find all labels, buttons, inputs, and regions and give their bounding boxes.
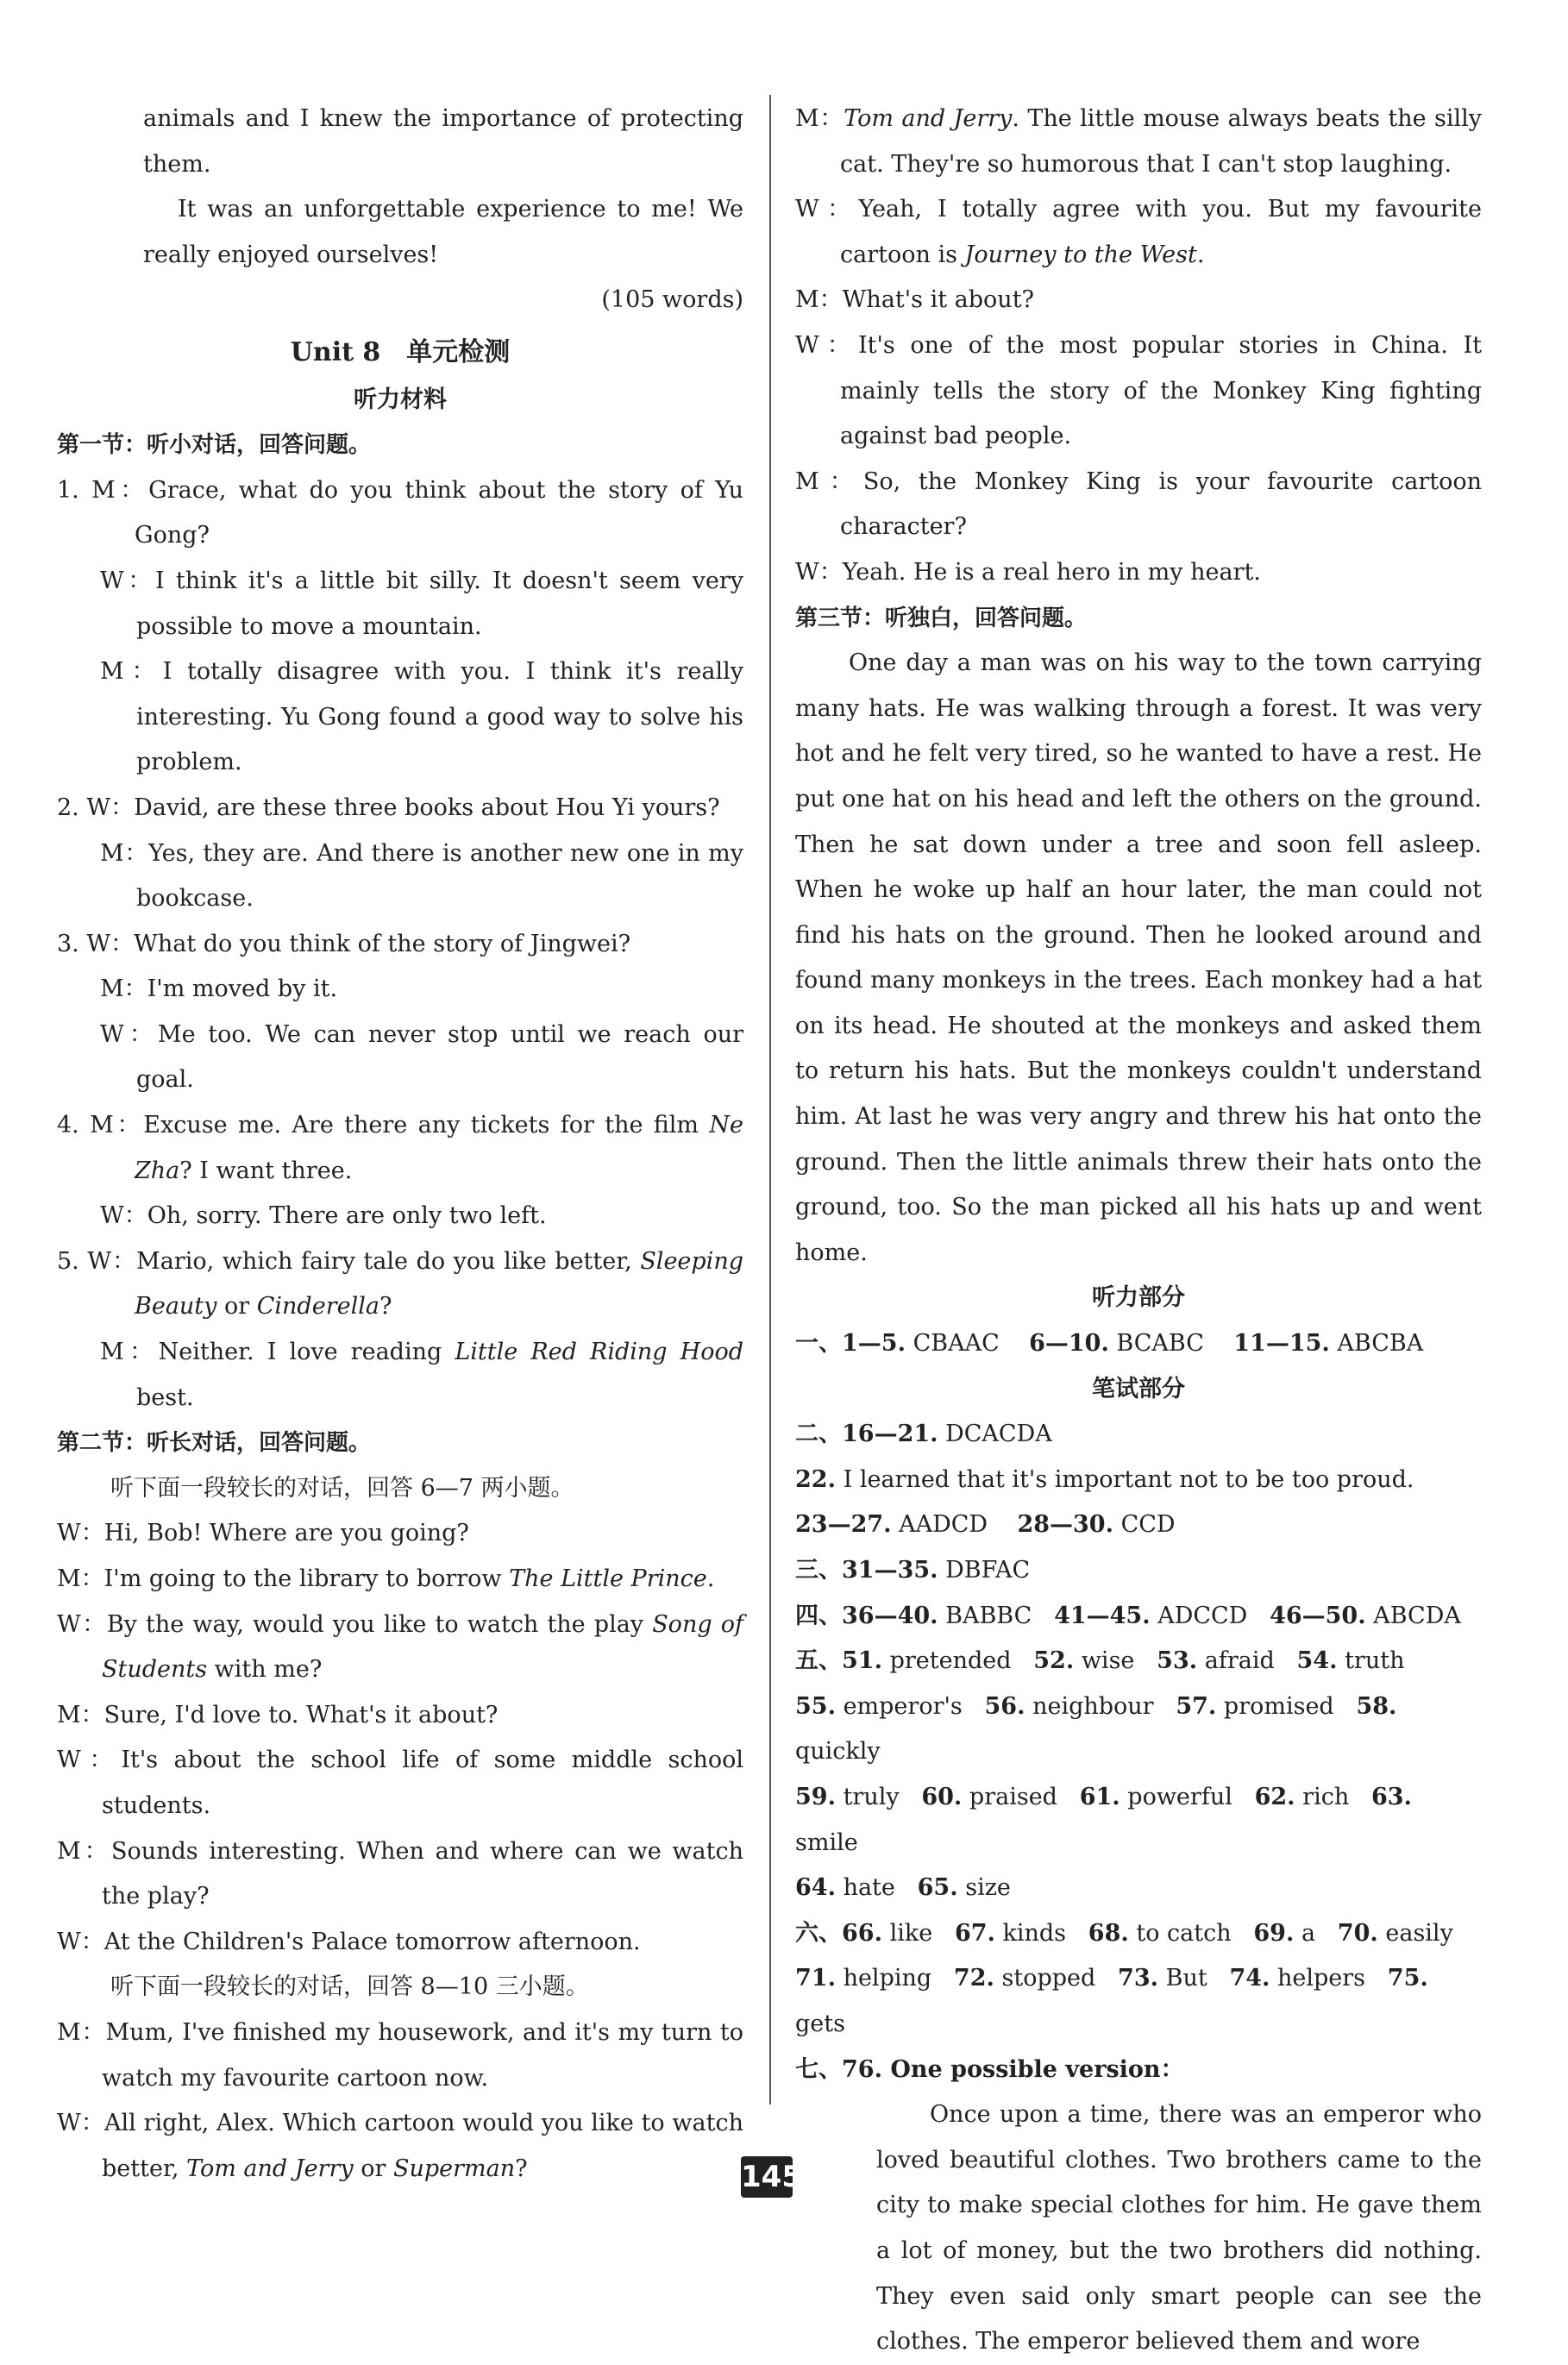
monologue-paragraph: One day a man was on his way to the town carrying many hats. He was walking through a forest. It was very hot and he felt very tired, so he wanted to have a rest. He put one hat on his head and left the others on the ground. Then he sat down under a tree and soon fell asleep. When he woke up half an hour later, the man could not find his hats on the ground. Then he looked around and found many monkeys in the trees. Each monkey had a hat on its head. He shouted at the monkeys and asked them to return his hats. But the monkeys couldn't understand him. At last he was very angry and threw his hat onto the ground. Then the little animals threw their hats onto the ground, too. So the man picked all his hats up and went home. <box>795 649 1482 1266</box>
dialogue-2-line-5: M：What's it about? <box>795 286 1035 314</box>
dialogue-2-line-2: W：All right, Alex. Which cartoon would you like to watch better, Tom and Jerry or Superman? <box>57 2110 743 2182</box>
answer-row-2: 二、16—21. DCACDA <box>795 1421 1052 1448</box>
dialogue-1-line-6: M：Sounds interesting. When and where can we watch the play? <box>57 1837 743 1910</box>
left-column <box>57 97 743 2192</box>
q4-man: 4. M：Excuse me. Are there any tickets for the film Ne Zha? I want three. <box>57 1112 743 1184</box>
dialogue-1-line-7: W：At the Children's Palace tomorrow afternoon. <box>57 1928 641 1955</box>
listening-material-title: 听力材料 <box>354 386 447 413</box>
answer-row-4: 23—27. AADCD 28—30. CCD <box>795 1511 1176 1539</box>
dialogue-1-line-2: M：I'm going to the library to borrow The Little Prince. <box>57 1565 715 1592</box>
dialogue-2-line-1: M：Mum, I've finished my housework, and it's my turn to watch my favourite cartoon now. <box>57 2018 743 2092</box>
column-divider <box>769 95 771 2105</box>
answer-row-8: 55. emperor's 56. neighbour 57. promised 58. quickly <box>795 1692 1397 1766</box>
q1-man: 1. M：Grace, what do you think about the story of Yu Gong? <box>57 476 743 549</box>
page-number: 145 <box>741 2156 793 2198</box>
section-3-title: 第三节：听独白，回答问题。 <box>795 605 1088 631</box>
section-2-title: 第二节：听长对话，回答问题。 <box>57 1430 372 1457</box>
written-part-title: 笔试部分 <box>1092 1375 1185 1402</box>
dialogue-1-line-1: W：Hi, Bob! Where are you going? <box>57 1520 469 1547</box>
answer-row-12: 71. helping 72. stopped 73. But 74. helpers 75. gets <box>795 1965 1428 2037</box>
answer-row-1: 一、1—5. CBAAC 6—10. BCABC 11—15. ABCBA <box>795 1330 1424 1358</box>
word-count: (105 words) <box>601 286 743 314</box>
answer-row-6: 四、36—40. BABBC 41—45. ADCCD 46—50. ABCDA <box>795 1602 1461 1629</box>
answer-row-5: 三、31—35. DBFAC <box>795 1557 1031 1584</box>
answer-row-9: 59. truly 60. praised 61. powerful 62. rich 63. smile <box>795 1783 1412 1856</box>
q2-man: M：Yes, they are. And there is another new one in my bookcase. <box>100 839 743 913</box>
answer-row-13: 七、76. One possible version： <box>795 2055 1184 2083</box>
q5-woman: 5. W：Mario, which fairy tale do you like better, Sleeping Beauty or Cinderella? <box>57 1247 743 1321</box>
dialogue-2-line-7: M：So, the Monkey King is your favourite cartoon character? <box>795 467 1482 541</box>
dialogue-1-line-4: M：Sure, I'd love to. What's it about? <box>57 1701 499 1728</box>
unit-title: Unit 8 单元检测 <box>290 336 511 367</box>
answer-row-7: 五、51. pretended 52. wise 53. afraid 54. truth <box>795 1647 1405 1675</box>
q1-woman: W：I think it's a little bit silly. It doesn't seem very possible to move a mountain. <box>100 567 743 640</box>
dialogue-2-line-6: W：It's one of the most popular stories in China. It mainly tells the story of the Monkey King fighting against bad people. <box>795 331 1482 450</box>
q3-woman-2: W：Me too. We can never stop until we reach our goal. <box>100 1020 743 1094</box>
q3-woman: 3. W：What do you think of the story of Jingwei? <box>57 930 631 957</box>
answer-row-11: 六、66. like 67. kinds 68. to catch 69. a 70. easily <box>795 1919 1453 1947</box>
q4-woman: W：Oh, sorry. There are only two left. <box>100 1202 547 1230</box>
listening-part-title: 听力部分 <box>1092 1284 1185 1312</box>
model-essay: Once upon a time, there was an emperor who loved beautiful clothes. Two brothers came to the city to make special clothes for him. He gave them a lot of money, but the two brothers did nothing. They even said only smart people can see the clothes. The emperor believed them and wore <box>876 2101 1482 2356</box>
q1-man-2: M：I totally disagree with you. I think it's really interesting. Yu Gong found a good way to solve his problem. <box>100 658 743 776</box>
intro-paragraph-1: animals and I knew the importance of protecting them. <box>143 105 743 178</box>
section-2-instruction-1: 听下面一段较长的对话，回答 6—7 两小题。 <box>110 1474 574 1502</box>
section-1-title: 第一节：听小对话，回答问题。 <box>57 432 372 459</box>
q5-man: M：Neither. I love reading Little Red Riding Hood best. <box>100 1339 743 1411</box>
dialogue-2-line-3: M：Tom and Jerry. The little mouse always beats the silly cat. They're so humorous that I can't stop laughing. <box>795 105 1482 178</box>
dialogue-1-line-5: W：It's about the school life of some middle school students. <box>57 1747 743 1819</box>
right-column <box>795 97 1482 2365</box>
film-title: Ne Zha <box>135 1112 743 1184</box>
dialogue-1-line-3: W：By the way, would you like to watch the play Song of Students with me? <box>57 1610 743 1684</box>
section-2-instruction-2: 听下面一段较长的对话，回答 8—10 三小题。 <box>110 1973 589 2001</box>
dialogue-2-line-8: W：Yeah. He is a real hero in my heart. <box>795 558 1261 586</box>
dialogue-2-line-4: W：Yeah, I totally agree with you. But my favourite cartoon is Journey to the West. <box>795 196 1482 268</box>
q2-woman: 2. W：David, are these three books about Hou Yi yours? <box>57 794 720 821</box>
answer-row-3: 22. I learned that it's important not to be too proud. <box>795 1465 1414 1493</box>
q3-man: M：I'm moved by it. <box>100 975 338 1003</box>
intro-paragraph-2: It was an unforgettable experience to me! We really enjoyed ourselves! <box>143 196 743 268</box>
answer-row-10: 64. hate 65. size <box>795 1874 1011 1902</box>
